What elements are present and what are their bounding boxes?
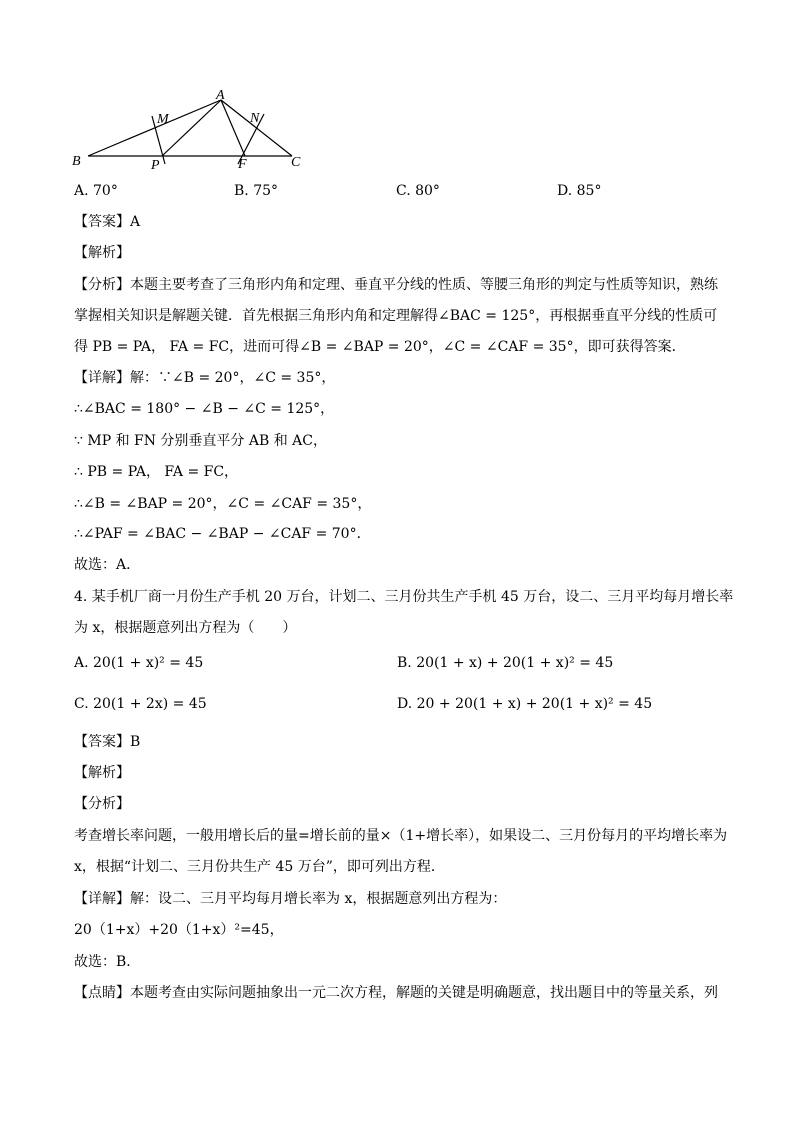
q3-option-d: D. 85° xyxy=(557,183,602,199)
label-c: C xyxy=(291,155,301,170)
segment-ab xyxy=(88,100,221,156)
q4-option-a: A. 20(1 + x)² = 45 xyxy=(74,655,204,671)
q3-jiexi-heading: 【解析】 xyxy=(74,245,130,261)
q4-comment: 【点睛】本题考查由实际问题抽象出一元二次方程，解题的关键是明确题意，找出题目中的等量关系，列 xyxy=(74,985,718,1001)
label-m: M xyxy=(157,112,169,127)
q3-detail-line-4: ∴ PB = PA， FA = FC， xyxy=(74,464,239,480)
label-a: A xyxy=(216,88,225,103)
label-f: F xyxy=(238,157,247,172)
q4-analysis-line-1: 考查增长率问题，一般用增长后的量=增长前的量×（1+增长率），如果设二、三月份每月的平均增长率为 xyxy=(74,828,728,844)
q3-option-a: A. 70° xyxy=(74,183,118,199)
q3-choose: 故选：A． xyxy=(74,557,141,573)
q3-detail-line-2: ∴∠BAC = 180° − ∠B − ∠C = 125°， xyxy=(74,401,335,417)
q3-analysis-line-1: 【分析】本题主要考查了三角形内角和定理、垂直平分线的性质、等腰三角形的判定与性质等知识，熟练 xyxy=(74,277,718,293)
q4-detail-line-2: 20（1+x）+20（1+x）²=45， xyxy=(74,922,284,938)
q3-detail-line-3: ∵ MP 和 FN 分别垂直平分 AB 和 AC， xyxy=(74,433,327,449)
q4-choose: 故选：B． xyxy=(74,954,141,970)
q4-option-c: C. 20(1 + 2x) = 45 xyxy=(74,696,207,712)
q3-detail-line-6: ∴∠PAF = ∠BAC − ∠BAP − ∠CAF = 70°． xyxy=(74,526,371,542)
label-p: P xyxy=(151,158,160,173)
triangle-figure xyxy=(66,88,316,178)
q4-jiexi-heading: 【解析】 xyxy=(74,765,130,781)
q4-analysis-line-2: x，根据“计划二、三月份共生产 45 万台”，即可列出方程． xyxy=(74,859,445,875)
label-n: N xyxy=(250,111,260,126)
q4-detail-line-1: 【详解】解：设二、三月平均每月增长率为 x，根据题意列出方程为： xyxy=(74,891,507,907)
q4-option-b: B. 20(1 + x) + 20(1 + x)² = 45 xyxy=(397,655,614,671)
q3-detail-line-5: ∴∠B = ∠BAP = 20°，∠C = ∠CAF = 35°， xyxy=(74,496,372,512)
q3-detail-line-1: 【详解】解：∵∠B = 20°，∠C = 35°， xyxy=(74,370,336,386)
segment-ap xyxy=(162,100,221,156)
segment-af xyxy=(221,100,245,156)
q3-option-b: B. 75° xyxy=(234,183,279,199)
q4-stem-line-2: 为 x，根据题意列出方程为（ ） xyxy=(74,620,297,636)
q4-stem-line-1: 4. 某手机厂商一月份生产手机 20 万台，计划二、三月份共生产手机 45 万台，设二、三月平均每月增长率 xyxy=(74,589,734,605)
label-b: B xyxy=(72,154,81,169)
q3-answer: 【答案】A xyxy=(74,214,141,230)
q3-option-c: C. 80° xyxy=(396,183,440,199)
q4-answer: 【答案】B xyxy=(74,734,141,750)
q4-option-d: D. 20 + 20(1 + x) + 20(1 + x)² = 45 xyxy=(397,696,653,712)
q3-analysis-line-2: 掌握相关知识是解题关键．首先根据三角形内角和定理解得∠BAC = 125°，再根据垂直平分线的性质可 xyxy=(74,308,718,324)
q3-analysis-line-3: 得 PB = PA， FA = FC，进而可得∠B = ∠BAP = 20°，∠C = ∠CAF = 35°，即可获得答案． xyxy=(74,339,686,355)
q4-fenxi-heading: 【分析】 xyxy=(74,796,130,812)
